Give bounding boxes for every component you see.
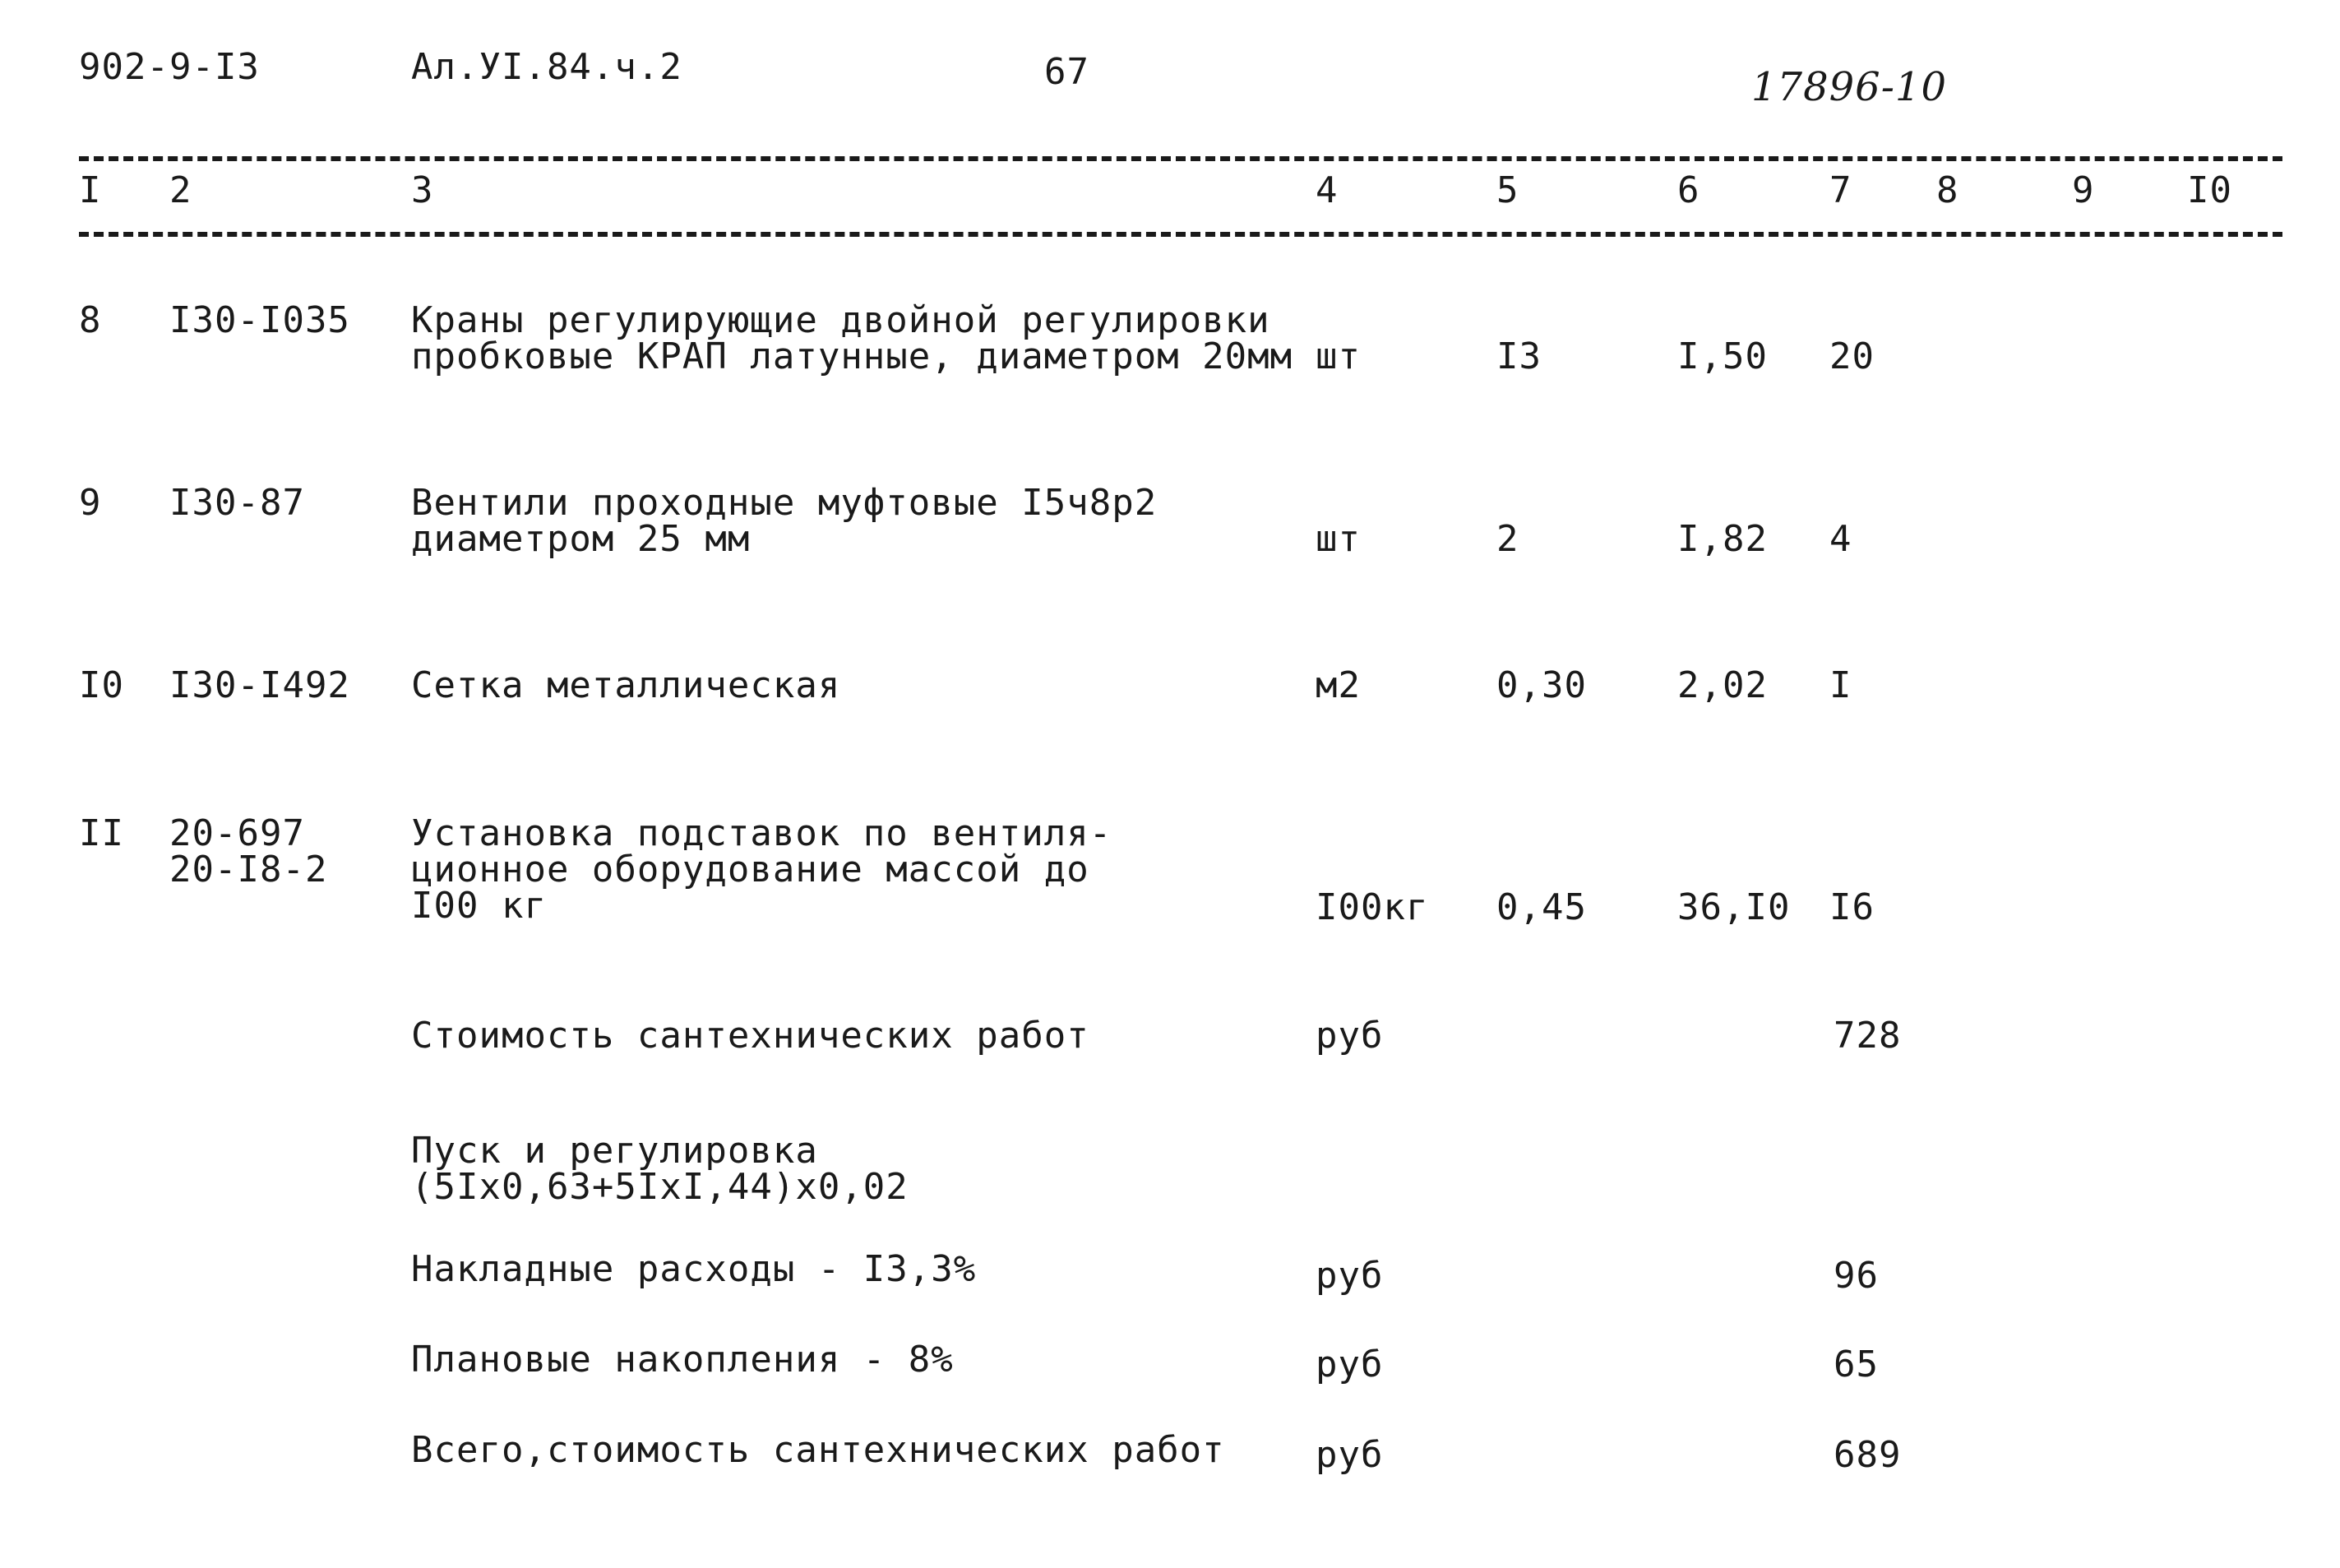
column-header-3: 3 — [411, 169, 434, 211]
header-top-rule — [79, 156, 2282, 161]
summary-label: Плановые накопления - 8% — [411, 1339, 954, 1381]
row-unit-price: I,50 — [1677, 335, 1768, 377]
row-code: I30-I035 — [169, 299, 350, 341]
row-code: I30-I492 — [169, 664, 350, 706]
row-total: I6 — [1829, 886, 1875, 928]
summary-unit: руб — [1316, 1255, 1384, 1297]
row-total: 4 — [1829, 518, 1852, 560]
row-unit-price: I,82 — [1677, 518, 1768, 560]
row-description: Вентили проходные муфтовые I5ч8р2 диаметром 25 мм — [411, 482, 1158, 560]
summary-unit: руб — [1316, 1344, 1384, 1385]
album-reference: Ал.УI.84.ч.2 — [411, 46, 682, 88]
summary-label: Стоимость сантехнических работ — [411, 1015, 1089, 1057]
row-number: II — [79, 812, 124, 854]
summary-value: 96 — [1834, 1255, 1879, 1297]
document-code: 902-9-I3 — [79, 46, 260, 88]
row-code: 20-697 20-I8-2 — [169, 812, 328, 890]
row-code: I30-87 — [169, 482, 305, 524]
row-unit: м2 — [1316, 664, 1361, 706]
summary-value: 689 — [1834, 1434, 1902, 1476]
row-unit-price: 2,02 — [1677, 664, 1768, 706]
row-quantity: 0,30 — [1496, 664, 1587, 706]
row-quantity: 0,45 — [1496, 886, 1587, 928]
row-description: Краны регулирующие двойной регулировки пробковые КРАП латунные, диаметром 20мм — [411, 299, 1293, 377]
header-bottom-rule — [79, 232, 2282, 237]
summary-unit: руб — [1316, 1015, 1384, 1057]
summary-label: Накладные расходы - I3,3% — [411, 1248, 977, 1290]
row-description: Сетка металлическая — [411, 664, 841, 706]
summary-label: Всего,стоимость сантехнических работ — [411, 1429, 1225, 1471]
row-unit-price: 36,I0 — [1677, 886, 1791, 928]
column-header-10: I0 — [2187, 169, 2232, 211]
row-quantity: I3 — [1496, 335, 1542, 377]
column-header-9: 9 — [2072, 169, 2095, 211]
row-unit: I00кг — [1316, 886, 1429, 928]
column-header-2: 2 — [169, 169, 192, 211]
summary-value: 65 — [1834, 1344, 1879, 1385]
column-header-7: 7 — [1829, 169, 1852, 211]
row-unit: шт — [1316, 335, 1361, 377]
column-header-5: 5 — [1496, 169, 1519, 211]
row-total: 20 — [1829, 335, 1875, 377]
page-number: 67 — [1044, 51, 1089, 93]
column-header-1: I — [79, 169, 102, 211]
column-header-8: 8 — [1936, 169, 1959, 211]
summary-value: 728 — [1834, 1015, 1902, 1057]
row-total: I — [1829, 664, 1852, 706]
column-header-4: 4 — [1316, 169, 1339, 211]
stamp-number: 17896-10 — [1751, 64, 1947, 110]
summary-unit: руб — [1316, 1434, 1384, 1476]
summary-label: Пуск и регулировка (5Iх0,63+5IхI,44)х0,02 — [411, 1130, 909, 1208]
row-description: Установка подставок по вентиля- ционное оборудование массой до I00 кг — [411, 812, 1112, 927]
row-number: I0 — [79, 664, 124, 706]
row-unit: шт — [1316, 518, 1361, 560]
row-number: 8 — [79, 299, 102, 341]
column-header-6: 6 — [1677, 169, 1700, 211]
row-quantity: 2 — [1496, 518, 1519, 560]
row-number: 9 — [79, 482, 102, 524]
